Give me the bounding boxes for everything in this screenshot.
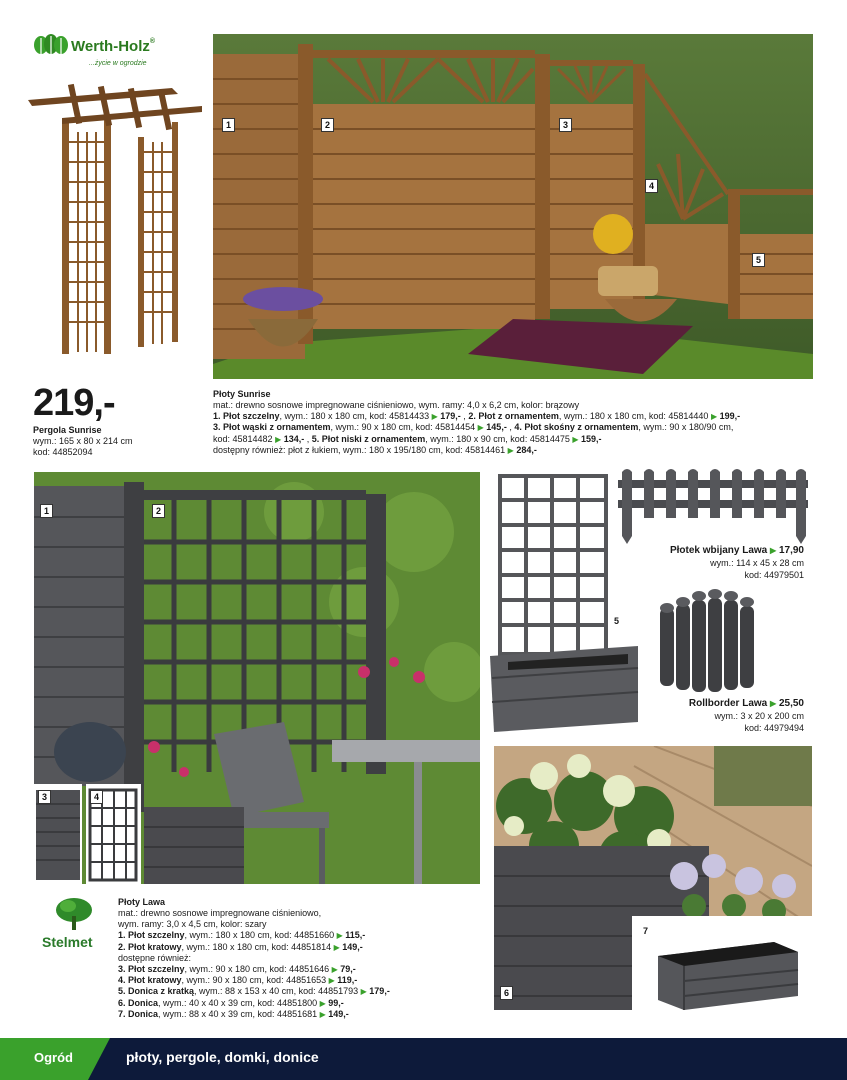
plotek-price: 17,90 [778,545,804,556]
bold-text: 99,- [325,997,344,1008]
werth-holz-logo [33,34,173,74]
pergola-price: 219,- [33,382,115,424]
text: , wym.: 90 x 180 cm, kod: 44851646 [184,964,332,975]
bold-text: 179,- [366,986,390,997]
bold-text: 179,- [437,411,461,422]
bold-text: 149,- [339,941,363,952]
description-line [213,422,740,433]
fence-marker-3: 3 [559,118,572,132]
description-line [118,919,390,930]
price-arrow-icon: ▶ [333,942,340,952]
sunrise-title: Płoty Sunrise [213,389,271,399]
low-planter-image [654,926,802,1012]
description-line [118,986,390,997]
tree-logo-icon [33,34,69,60]
text: , wym.: 90 x 180 cm, kod: 45814454 [330,422,478,433]
rollborder-code: kod: 44979494 [744,723,804,733]
bold-text: 6. Donica [118,997,159,1008]
text: , wym.: 180 x 180 cm, kod: 44851814 [181,941,334,952]
text: dostępne również: [118,952,192,963]
plotek-dims: wym.: 114 x 45 x 28 cm [710,558,804,568]
description-line [118,975,390,986]
bold-text: 79,- [337,964,356,975]
lawa-title: Płoty Lawa [118,897,166,907]
bold-text: 5. Donica z kratką [118,986,195,997]
price-arrow-icon: ▶ [328,976,335,986]
description-line [118,964,390,975]
bold-text: 145,- [483,422,507,433]
sunrise-fence-photo [213,34,813,379]
description-line [118,908,390,919]
price-arrow-icon: ▶ [319,1009,326,1019]
rollborder-price: 25,50 [778,698,804,709]
bold-text: 2. Płot kratowy [118,941,182,952]
brand-tagline: ...życie w ogrodzie [89,60,147,67]
text: , wym.: 180 x 180 cm, kod: 44851660 [184,930,337,941]
bold-text: 115,- [342,930,366,941]
brand-name: Werth-Holz [71,38,150,55]
fence-marker-1: 1 [222,118,235,132]
text: , [460,411,469,422]
description-line [213,400,740,411]
pergola-name: Pergola Sunrise [33,425,102,435]
bold-text: 4. Płot skośny z ornamentem [514,422,639,433]
planter-marker-6: 6 [500,986,513,1000]
price-arrow-icon: ▶ [477,423,484,433]
lawa-fence-photo [34,472,480,884]
footer-section: Ogród [34,1050,73,1065]
bold-text: 149,- [325,1008,349,1019]
bold-text: 5. Płot niski z ornamentem [311,433,426,444]
plotek-name: Płotek wbijany Lawa [669,545,768,556]
plotek-name-line [670,545,804,556]
bold-text: 1. Płot szczelny [213,411,280,422]
text: kod: 45814482 [213,433,276,444]
rollborder-name: Rollborder Lawa [688,698,768,709]
rollborder-image [656,586,766,696]
lawa-marker-1: 1 [40,504,53,518]
text: mat.: drewno sosnowe impregnowane ciśnieniowo, [118,908,322,918]
price-arrow-icon: ▶ [275,434,282,444]
price-arrow-icon: ▶ [770,546,777,555]
lawa-marker-4: 4 [90,790,103,804]
fence-marker-5: 5 [752,253,765,267]
bold-text: 7. Donica [118,1008,159,1019]
bold-text: 134,- [281,433,305,444]
text: , wym.: 88 x 153 x 40 cm, kod: 44851793 [194,986,361,997]
price-arrow-icon: ▶ [360,987,367,997]
price-arrow-icon: ▶ [331,965,338,975]
stelmet-logo [42,896,106,956]
text: , [304,433,312,444]
lawa-description [118,908,390,1020]
description-line [118,942,390,953]
description-line [213,411,740,422]
bold-text: 284,- [513,444,537,455]
sunrise-description [213,400,740,456]
text: , wym.: 180 x 90 cm, kod: 45814475 [425,433,573,444]
bold-text: 119,- [334,975,358,986]
pergola-image [22,82,208,372]
description-line [213,445,740,456]
bold-text: 159,- [578,433,602,444]
rollborder-dims: wym.: 3 x 20 x 200 cm [714,711,804,721]
plotek-code: kod: 44979501 [744,570,804,580]
price-arrow-icon: ▶ [572,434,579,444]
bold-text: 3. Płot szczelny [118,964,185,975]
bold-text: 4. Płot kratowy [118,975,182,986]
lawa-marker-3: 3 [38,790,51,804]
price-arrow-icon: ▶ [710,412,718,422]
footer-topics: płoty, pergole, domki, donice [126,1049,319,1065]
fence-marker-4: 4 [645,179,658,193]
fence-marker-2: 2 [321,118,334,132]
text: , wym.: 40 x 40 x 39 cm, kod: 44851800 [158,997,320,1008]
picket-border-image [612,466,812,546]
planter-marker-7: 7 [643,926,649,936]
text: , [506,422,515,433]
pergola-code: kod: 44852094 [33,447,93,457]
text: mat.: drewno sosnowe impregnowane ciśnieniowo, wym. ramy: 4,0 x 6,2 cm, kolor: brązowy [213,400,580,410]
bold-text: 2. Płot z ornamentem [468,411,559,422]
text: , wym.: 180 x 180 cm, kod: 45814433 [279,411,432,422]
trellis-marker-5: 5 [614,616,620,626]
stelmet-tree-icon [54,896,94,932]
description-line [213,434,740,445]
description-line [118,1009,390,1020]
price-arrow-icon: ▶ [319,998,326,1008]
rollborder-name-line [689,698,804,709]
text: dostępny również: płot z łukiem, wym.: 180 x 195/180 cm, kod: 45814461 [213,444,508,455]
price-arrow-icon: ▶ [507,445,514,455]
stelmet-name: Stelmet [42,934,93,950]
description-line [118,930,390,941]
text: , wym.: 88 x 40 x 39 cm, kod: 44851681 [158,1008,320,1019]
price-arrow-icon: ▶ [770,699,777,708]
pergola-dims: wym.: 165 x 80 x 214 cm [33,436,133,446]
footer-bar [0,1038,847,1080]
registered-mark: ® [149,38,156,45]
price-arrow-icon: ▶ [431,412,438,422]
description-line [118,998,390,1009]
lawa-marker-2: 2 [152,504,165,518]
text: , wym.: 90 x 180/90 cm, [638,422,734,433]
text: , wym.: 90 x 180 cm, kod: 44851653 [181,975,329,986]
bold-text: 1. Płot szczelny [118,930,185,941]
price-arrow-icon: ▶ [336,931,343,941]
bold-text: 199,- [717,411,741,422]
text: wym. ramy: 3,0 x 4,5 cm, kolor: szary [118,919,267,930]
bold-text: 3. Płot wąski z ornamentem [213,422,331,433]
description-line [118,953,390,964]
text: , wym.: 180 x 180 cm, kod: 45814440 [558,411,711,422]
